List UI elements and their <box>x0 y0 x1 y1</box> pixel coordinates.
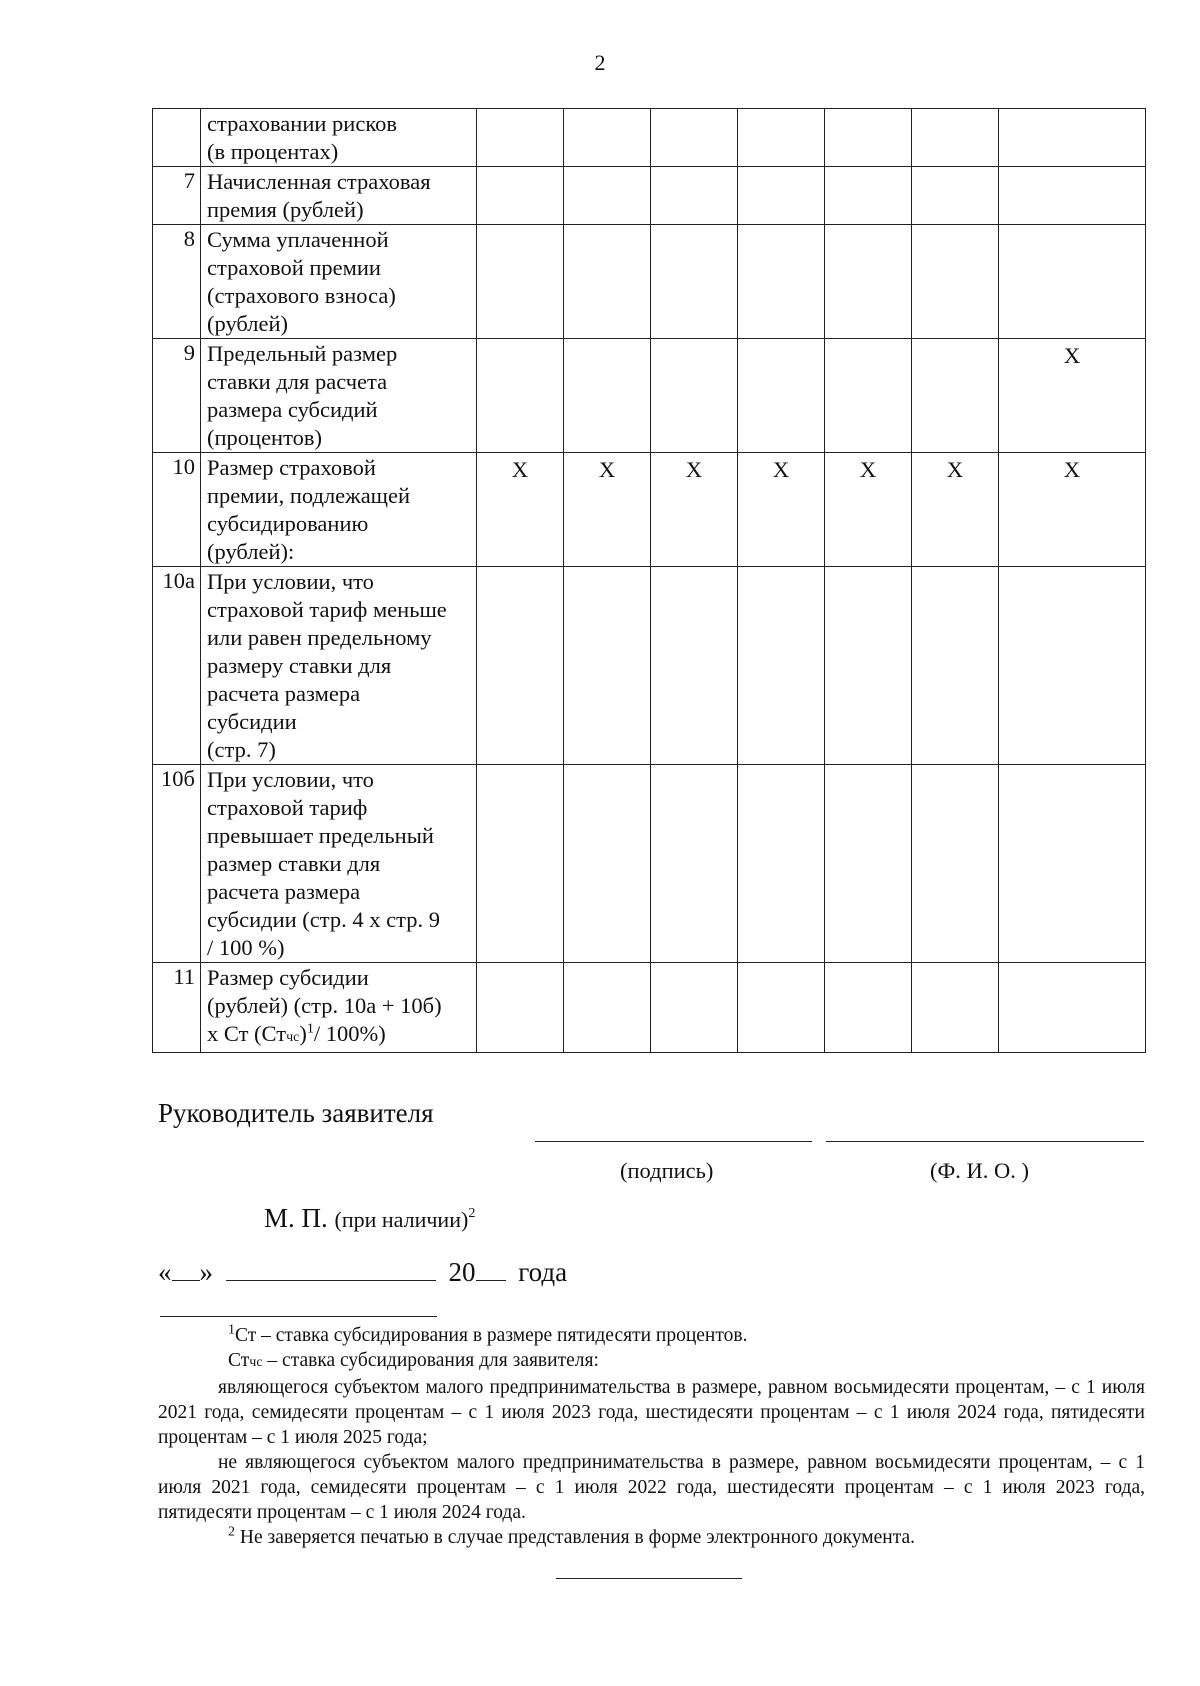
value-cell[interactable] <box>651 167 738 225</box>
value-cell[interactable] <box>651 963 738 1053</box>
year-suffix: года <box>518 1257 568 1287</box>
table-row <box>153 339 1146 453</box>
year-blank[interactable] <box>476 1258 506 1281</box>
signature-line[interactable] <box>535 1141 812 1142</box>
value-cell[interactable] <box>999 567 1146 765</box>
table-row <box>153 567 1146 765</box>
value-cell[interactable] <box>912 453 999 567</box>
value-cell[interactable] <box>825 167 912 225</box>
value-cell[interactable] <box>564 567 651 765</box>
formula-part: ) <box>299 1021 307 1046</box>
value-cell[interactable] <box>912 167 999 225</box>
formula-part: х Ст (Ст <box>207 1021 287 1046</box>
row-number: 10 <box>153 453 201 567</box>
row-label <box>201 963 477 1053</box>
row-label-line: субсидии <box>207 709 297 734</box>
footnotes <box>158 1323 1145 1550</box>
row-label-line: (страхового взноса) <box>207 283 396 308</box>
stchs-prefix: Ст <box>228 1350 250 1371</box>
value-cell[interactable] <box>477 225 564 339</box>
signature-caption: (подпись) <box>620 1158 714 1183</box>
value-cell[interactable] <box>477 765 564 963</box>
date-row <box>158 1257 567 1288</box>
value-cell[interactable] <box>738 765 825 963</box>
row-label-line: (процентов) <box>207 425 323 450</box>
footnote-2 <box>158 1525 1145 1550</box>
row-label <box>201 109 477 167</box>
stamp-place <box>264 1203 475 1234</box>
value-cell[interactable] <box>564 453 651 567</box>
footnote-1-mark: 1 <box>228 1322 235 1338</box>
value-cell[interactable] <box>651 339 738 453</box>
value-cell[interactable] <box>738 339 825 453</box>
value-cell[interactable] <box>825 567 912 765</box>
value-cell[interactable] <box>564 339 651 453</box>
cell-mark: X <box>1063 457 1081 482</box>
subsidy-table <box>152 108 1146 1053</box>
row-label <box>201 453 477 567</box>
value-cell[interactable] <box>651 453 738 567</box>
row-label <box>201 167 477 225</box>
row-number: 11 <box>153 963 201 1053</box>
value-cell[interactable] <box>564 765 651 963</box>
row-label <box>201 225 477 339</box>
value-cell[interactable] <box>738 225 825 339</box>
value-cell[interactable] <box>738 109 825 167</box>
value-cell[interactable] <box>912 963 999 1053</box>
value-cell[interactable] <box>912 567 999 765</box>
row-label-line: / 100 %) <box>207 935 285 960</box>
row-label-line: (рублей) (стр. 10а + 10б) <box>207 993 442 1018</box>
row-label-line: расчета размера <box>207 879 361 904</box>
footnote-separator <box>160 1316 437 1317</box>
row-label-line: субсидии (стр. 4 х стр. 9 <box>207 907 440 932</box>
cell-mark: X <box>1063 343 1081 368</box>
cell-mark: X <box>598 457 616 482</box>
row-label-line: (в процентах) <box>207 139 339 164</box>
cell-mark: X <box>772 457 790 482</box>
row-label <box>201 339 477 453</box>
row-label-line: размер ставки для <box>207 851 381 876</box>
footnote-not-small-business: не являющегося субъектом малого предпринимательства в размере, равном восьмидесяти процентам, – с 1 июля 2021 года, семидесяти процентам – с 1 июля 2022 года, шестидесяти процентам – с 1 июля 2023 года, пятидесяти процентам – с 1 июля 2024 года. <box>158 1452 1145 1523</box>
value-cell[interactable] <box>564 167 651 225</box>
value-cell[interactable] <box>912 765 999 963</box>
value-cell[interactable] <box>825 453 912 567</box>
table-row <box>153 453 1146 567</box>
year-prefix: 20 <box>448 1257 476 1287</box>
stamp-footnote-mark: 2 <box>468 1206 476 1221</box>
footnote-2-mark: 2 <box>228 1524 235 1540</box>
row-label-line: Предельный размер <box>207 341 398 366</box>
value-cell[interactable] <box>999 109 1146 167</box>
cell-mark: X <box>859 457 877 482</box>
formula-part: / 100%) <box>313 1021 386 1046</box>
row-label-line: При условии, что <box>207 767 374 792</box>
name-line[interactable] <box>826 1141 1144 1142</box>
row-label-line: (рублей) <box>207 311 289 336</box>
value-cell[interactable] <box>999 963 1146 1053</box>
value-cell[interactable] <box>651 109 738 167</box>
value-cell[interactable] <box>912 339 999 453</box>
value-cell[interactable] <box>477 109 564 167</box>
stchs-sub: чс <box>249 1355 263 1370</box>
row-number: 8 <box>153 225 201 339</box>
value-cell[interactable] <box>825 109 912 167</box>
row-label-line: страховой премии <box>207 255 381 280</box>
row-label-line: субсидированию <box>207 511 369 536</box>
month-blank[interactable] <box>226 1258 436 1281</box>
name-caption: (Ф. И. О. ) <box>930 1158 1030 1183</box>
row-label-line: ставки для расчета <box>207 369 388 394</box>
row-label-line: (стр. 7) <box>207 737 276 762</box>
stamp-note: (при наличии) <box>334 1207 469 1232</box>
value-cell[interactable] <box>738 963 825 1053</box>
value-cell[interactable] <box>477 167 564 225</box>
footnote-small-business: являющегося субъектом малого предпринимательства в размере, равном восьмидесяти процентам, – с 1 июля 2021 года, семидесяти процентам – с 1 июля 2023 года, шестидесяти процентам – с 1 июля 2024 года, пятидесяти процентам – с 1 июля 2025 года; <box>158 1377 1145 1448</box>
row-label-line: Сумма уплаченной <box>207 227 389 252</box>
value-cell[interactable] <box>912 225 999 339</box>
formula-footnote-mark: 1 <box>306 1021 314 1037</box>
date-quote-close: » <box>199 1257 213 1287</box>
value-cell[interactable] <box>738 567 825 765</box>
value-cell[interactable] <box>825 339 912 453</box>
stchs-text: – ставка субсидирования для заявителя: <box>262 1350 599 1371</box>
stamp-label: М. П. <box>264 1203 328 1233</box>
value-cell[interactable] <box>738 453 825 567</box>
row-number <box>153 109 201 167</box>
cell-mark: X <box>685 457 703 482</box>
end-separator <box>556 1578 742 1579</box>
row-label-line: страховании рисков <box>207 111 397 136</box>
row-label-line: премии, подлежащей <box>207 483 411 508</box>
row-label-line: Начисленная страховая <box>207 169 431 194</box>
value-cell[interactable] <box>651 765 738 963</box>
row-label-line: или равен предельному <box>207 625 432 650</box>
value-cell[interactable] <box>999 765 1146 963</box>
table-row <box>153 109 1146 167</box>
table-row <box>153 963 1146 1053</box>
row-label-line: При условии, что <box>207 569 374 594</box>
row-label-line: Размер субсидии <box>207 965 369 990</box>
value-cell[interactable] <box>564 109 651 167</box>
footnote-1 <box>158 1323 1145 1348</box>
row-label-line: расчета размера <box>207 681 361 706</box>
row-number: 10а <box>153 567 201 765</box>
page-number: 2 <box>594 50 606 75</box>
row-label-line: премия (рублей) <box>207 197 364 222</box>
value-cell[interactable] <box>738 167 825 225</box>
value-cell[interactable] <box>999 225 1146 339</box>
table-row <box>153 225 1146 339</box>
footnote-1-text: Ст – ставка субсидирования в размере пятидесяти процентов. <box>235 1325 748 1346</box>
value-cell[interactable] <box>825 225 912 339</box>
row-label-line: страховой тариф меньше <box>207 597 447 622</box>
footnote-2-text: Не заверяется печатью в случае представления в форме электронного документа. <box>235 1527 915 1548</box>
table-row <box>153 167 1146 225</box>
value-cell[interactable] <box>999 167 1146 225</box>
signer-title: Руководитель заявителя <box>158 1098 434 1128</box>
row-label-line: размеру ставки для <box>207 653 392 678</box>
value-cell[interactable] <box>651 225 738 339</box>
value-cell[interactable] <box>564 963 651 1053</box>
value-cell[interactable] <box>477 567 564 765</box>
value-cell[interactable] <box>999 453 1146 567</box>
table-body <box>153 109 1146 1053</box>
row-number: 10б <box>153 765 201 963</box>
value-cell[interactable] <box>999 339 1146 453</box>
cell-mark: X <box>946 457 964 482</box>
date-quote-open: « <box>158 1257 172 1287</box>
row-label <box>201 765 477 963</box>
row-label-line: размера субсидий <box>207 397 378 422</box>
value-cell[interactable] <box>477 339 564 453</box>
cell-mark: X <box>511 457 529 482</box>
value-cell[interactable] <box>651 567 738 765</box>
value-cell[interactable] <box>825 963 912 1053</box>
row-label-line: страховой тариф <box>207 795 368 820</box>
row-label-line: (рублей): <box>207 539 295 564</box>
value-cell[interactable] <box>477 453 564 567</box>
row-label-line: превышает предельный <box>207 823 434 848</box>
row-label-line <box>207 1020 476 1052</box>
row-number: 9 <box>153 339 201 453</box>
table-row <box>153 765 1146 963</box>
formula-sub: чс <box>286 1030 300 1045</box>
value-cell[interactable] <box>477 963 564 1053</box>
row-label-line: Размер страховой <box>207 455 376 480</box>
day-blank[interactable] <box>172 1258 200 1281</box>
row-label <box>201 567 477 765</box>
stchs-definition <box>158 1348 1145 1375</box>
value-cell[interactable] <box>912 109 999 167</box>
value-cell[interactable] <box>564 225 651 339</box>
value-cell[interactable] <box>825 765 912 963</box>
row-number: 7 <box>153 167 201 225</box>
